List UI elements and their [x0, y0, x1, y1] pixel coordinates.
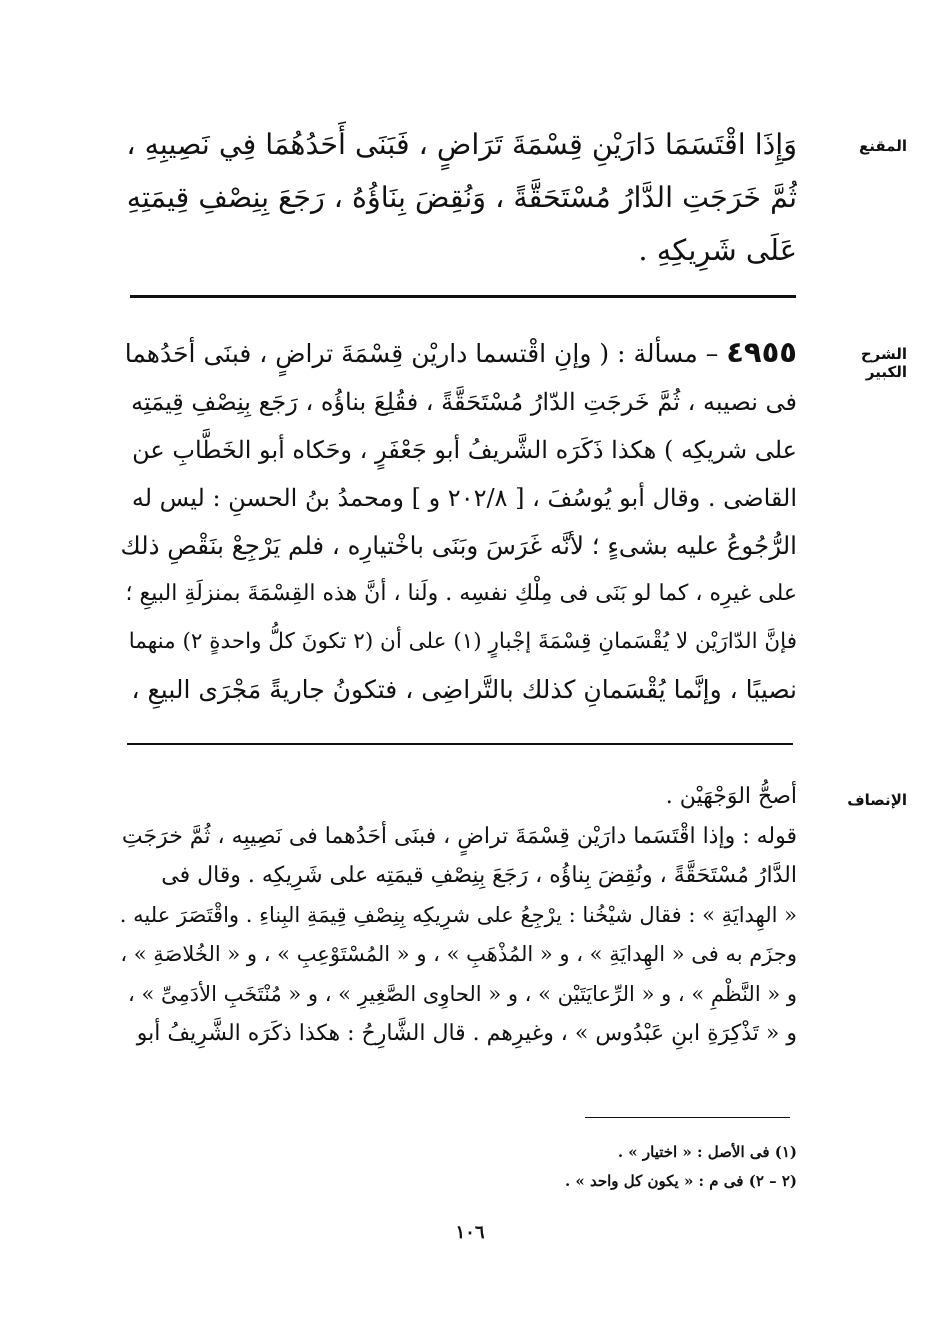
page-number: ١٠٦	[455, 1222, 485, 1243]
insaf-line: و « تَذْكِرَةِ ابنِ عَبْدُوس » ، وغيرِهم . قال الشَّارِحُ : هكذا ذكَرَه الشَّرِيفُ أبو	[136, 1021, 797, 1046]
muqni-line: وَإِذَا اقْتَسَمَا دَارَيْنِ قِسْمَةَ تَرَاضٍ ، فَبَنَى أَحَدُهُمَا فِي نَصِيبِهِ ،	[126, 128, 797, 161]
sharh-line: نصيبًا ، وإنَّما يُقْسَمانِ كذلك بالتَّراضِى ، فتكونُ جاريةً مَجْرَى البيعِ ،	[131, 675, 797, 704]
footnote-separator	[585, 1117, 790, 1118]
footnote: (١) فى الأصل : « اختيار » .	[617, 1143, 797, 1161]
sharh-line-first	[120, 328, 797, 378]
sharh-line: على شريكِه ) هكذا ذَكَرَه الشَّريفُ أبو جَعْفَرٍ ، وحَكاه أبو الخَطَّابِ عن	[132, 436, 797, 464]
muqni-line: ثُمَّ خَرَجَتِ الدَّارُ مُسْتَحَقَّةً ، وَنُقِضَ بِنَاؤُهُ ، رَجَعَ بِنِصْفِ قِيمَتِهِ	[126, 181, 797, 214]
sharh-line: فإنَّ الدّارَيْن لا يُقْسَمانِ قِسْمَةَ إجْبارٍ (١) على أن (٢ تكونَ كلُّ واحدةٍ ٢) منهما	[128, 629, 797, 654]
issue-number: ٤٩٥٥	[726, 335, 797, 369]
insaf-line: و « النَّظْمِ » ، و « الرِّعايَتَيْن » ، و « الحاوِى الصَّغِيرِ » ، و « مُنْتَخَبِ الأدَمِىِّ » ،	[128, 981, 797, 1006]
insaf-line: قوله : وإذا اقْتَسَما دارَيْن قِسْمَةَ تراضٍ ، فبنَى أحَدُهما فى نَصِيبِه ، ثُمَّ خرَجَتِ	[121, 823, 797, 849]
section-divider-thin	[127, 743, 793, 745]
footnote: (٢ – ٢) فى م : « يكون كل واحد » .	[564, 1172, 797, 1190]
section-label-muqni: المقنع	[859, 137, 907, 155]
section-label-sharh: الشرح الكبير	[860, 345, 907, 381]
insaf-line: وجزَم به فى « الهِدايَةِ » ، و « المُذْهَبِ » ، و « المُسْتَوْعِبِ » ، و « الخُلاصَةِ » ،	[120, 942, 797, 966]
section-divider-thick	[130, 295, 796, 298]
sharh-line: الرُّجُوعُ عليه بشىءٍ ؛ لأنَّه غَرَسَ وبَنَى باخْتيارِه ، فلم يَرْجِعْ بنَقْصِ ذلك	[120, 531, 797, 560]
sharh-line: فى نصيبه ، ثُمَّ خَرجَتِ الدّارُ مُسْتَحَقَّةً ، فقُلِعَ بناؤُه ، رَجَع بِنِصْفِ قِيمَتِه	[131, 388, 797, 416]
muqni-line: عَلَى شَرِيكِهِ .	[638, 233, 797, 267]
sharh-line: على غيرِه ، كما لو بَنَى فى مِلْكِ نفسِه . ولَنا ، أنَّ هذه القِسْمَةَ بمنزلَةِ البيعِ ؛	[125, 581, 797, 606]
section-label-insaf: الإنصاف	[847, 791, 907, 809]
sharh-first-line-text: – مسألة : ( وإنِ اقْتسما داريْن قِسْمَةَ تراضٍ ، فبنَى أحَدُهما	[124, 339, 719, 368]
insaf-line: « الهِدايَةِ » : فقال شيْخُنا : يرْجِعُ على شرِيكِه بِنِصْفِ قِيمَةِ البِناءِ . واقْتَصَرَ عليه .	[120, 902, 797, 927]
insaf-text-block	[120, 777, 797, 1054]
insaf-line: أصحُّ الوَجْهَيْن .	[665, 784, 797, 809]
sharh-text-block	[120, 328, 797, 714]
footnotes	[300, 1138, 797, 1196]
insaf-line: الدَّارُ مُسْتَحَقَّةً ، ونُقِضَ بِناؤُه ، رَجَعَ بِنِصْفِ قيمَتِه على شَرِيكِه . وقال فى	[161, 863, 797, 888]
muqni-text-block	[120, 118, 797, 277]
sharh-line: القاضى . وقال أبو يُوسُفَ ، [ ٢٠٢/٨ و ] ومحمدُ بنُ الحسنِ : ليس له	[131, 484, 797, 512]
